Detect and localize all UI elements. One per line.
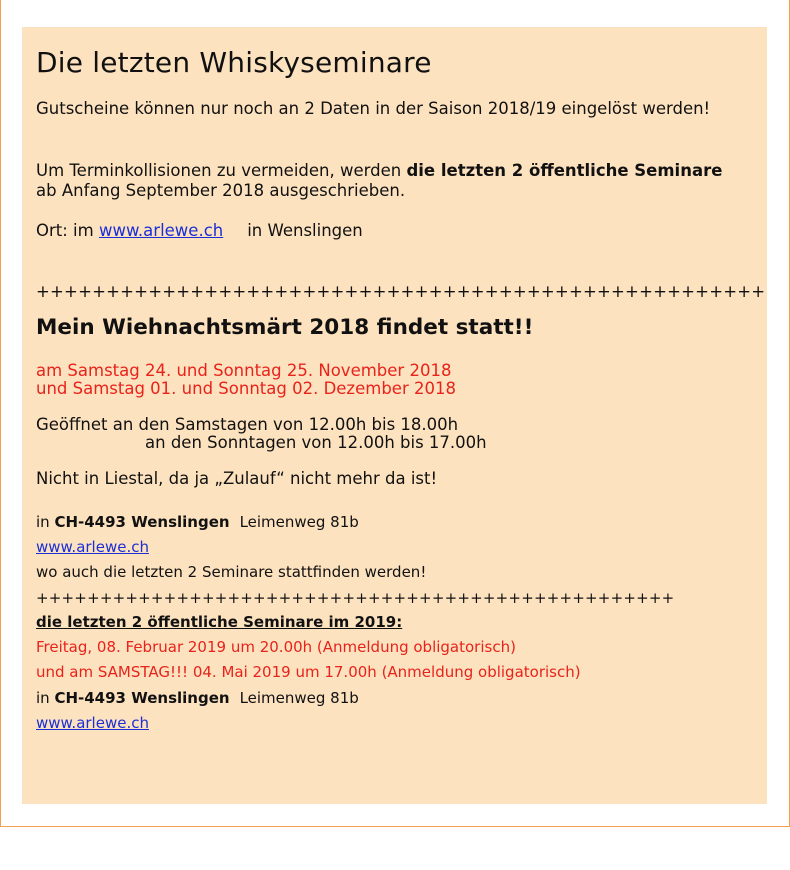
termin-bold: die letzten 2 öffentliche Seminare xyxy=(406,161,723,180)
arlewe-link-2[interactable]: www.arlewe.ch xyxy=(36,714,149,732)
voucher-note: Gutscheine können nur noch an 2 Daten in der Saison 2018/19 eingelöst werden! xyxy=(36,99,711,118)
address-line-1 xyxy=(36,512,359,532)
address-street: Leimenweg 81b xyxy=(239,513,359,531)
link-line-1 xyxy=(36,537,149,557)
arlewe-link-1[interactable]: www.arlewe.ch xyxy=(36,538,149,556)
seminar-date-1: Freitag, 08. Februar 2019 um 20.00h (Anmeldung obligatorisch) xyxy=(36,638,516,656)
hours-line-1: Geöffnet an den Samstagen von 12.00h bis 18.00h xyxy=(36,415,459,434)
address2-city: CH-4493 Wenslingen xyxy=(54,689,230,707)
arlewe-link-top[interactable]: www.arlewe.ch xyxy=(98,221,224,240)
page-title: Die letzten Whiskyseminare xyxy=(36,46,432,79)
liestal-note: Nicht in Liestal, da ja „Zulauf“ nicht mehr da ist! xyxy=(36,469,438,488)
ort-line xyxy=(36,220,363,242)
separator-2: ++++++++++++++++++++++++++++++++++++++++++++++++++ xyxy=(36,589,675,607)
seminar-heading: die letzten 2 öffentliche Seminare im 2019: xyxy=(36,613,403,631)
termin-line-1 xyxy=(36,160,722,182)
markt-date-2: und Samstag 01. und Sonntag 02. Dezember 2018 xyxy=(36,379,456,398)
separator-1: ++++++++++++++++++++++++++++++++++++++++++++++++++++ xyxy=(36,282,766,301)
address-prefix: in xyxy=(36,513,55,531)
address2-street: Leimenweg 81b xyxy=(239,689,359,707)
seminare-note: wo auch die letzten 2 Seminare stattfinden werden! xyxy=(36,563,427,581)
termin-text: Um Terminkollisionen zu vermeiden, werden xyxy=(36,161,407,180)
ort-suffix: in Wenslingen xyxy=(247,221,363,240)
markt-date-1: am Samstag 24. und Sonntag 25. November 2018 xyxy=(36,361,452,380)
seminar-date-2: und am SAMSTAG!!! 04. Mai 2019 um 17.00h (Anmeldung obligatorisch) xyxy=(36,663,581,681)
hours-line-2: an den Sonntagen von 12.00h bis 17.00h xyxy=(145,433,487,452)
address2-prefix: in xyxy=(36,689,55,707)
address-city: CH-4493 Wenslingen xyxy=(54,513,230,531)
link-line-2 xyxy=(36,713,149,733)
address-line-2 xyxy=(36,688,359,708)
ort-prefix: Ort: im xyxy=(36,221,99,240)
termin-line-2: ab Anfang September 2018 ausgeschrieben. xyxy=(36,181,406,200)
markt-heading: Mein Wiehnachtsmärt 2018 findet statt!! xyxy=(36,315,534,340)
